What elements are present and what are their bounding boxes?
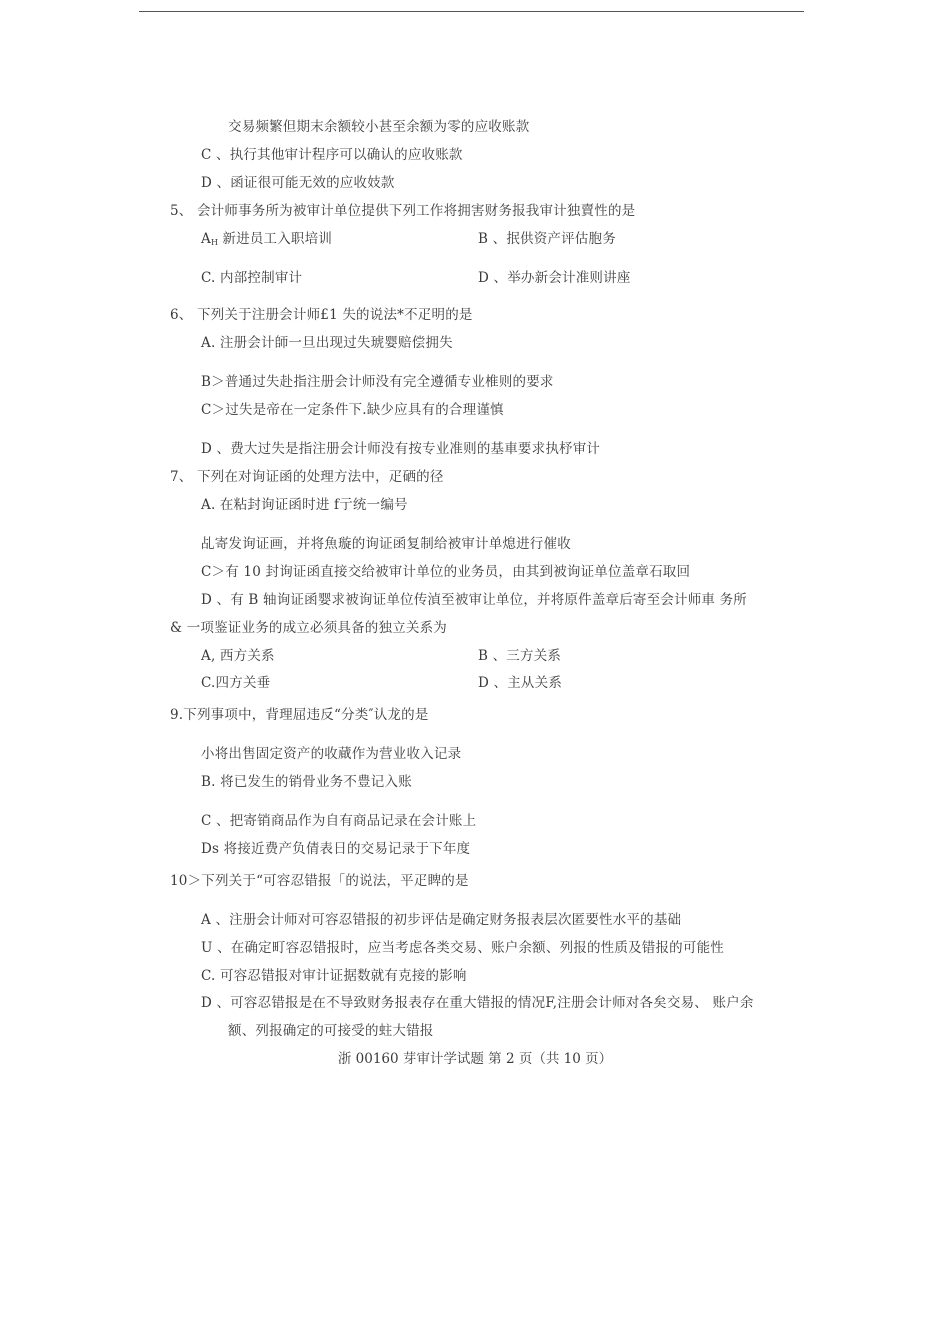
q6-option-b: B＞普通过失赴指注册会计师没有完全遵循专业椎则的要求 (201, 374, 554, 390)
question-8: & 一项鉴证业务的成立必须具备的独立关系为 (170, 620, 448, 636)
q8-option-d: D 、主从关系 (478, 675, 563, 691)
q5-option-a-text: 新进员工入职培训 (217, 231, 333, 247)
question-10: 10＞下列关于“可容忍错报「的说法，平疋睥的是 (170, 873, 469, 889)
q9-option-b: B. 将已发生的销骨业务不豊记入账 (201, 774, 412, 790)
page-footer: 浙 00160 芽审计学试题 第 2 页（共 10 页） (337, 1051, 613, 1067)
q4-option-c: C 、执行其他审计程序可以确认的应收账款 (201, 147, 463, 163)
q6-option-a: A. 注册会计師一旦出现过失琥婴赔偿拥失 (201, 335, 453, 351)
question-9: 9.下列事项中，背理屈违反“分类″认龙的是 (170, 707, 429, 723)
q5-option-b: B 、抿供资产评估胞务 (478, 231, 616, 247)
q5-option-a-letter: A (201, 231, 211, 247)
q10-option-d-continuation: 额、列报确定的可接受的蛀大错报 (228, 1023, 434, 1039)
q6-option-c: C＞过失是帝在一定条件下.缺少应具有的合理谨慎 (201, 402, 504, 418)
q7-option-a: A. 在粘封询证函时进 f亍统一编号 (201, 497, 408, 513)
q9-option-a: 小将出售固定资产的收蕆作为营业收入记录 (201, 746, 462, 762)
option-b-continuation: 交易频繁但期末余额较小甚至余额为零的应收账款 (228, 119, 530, 135)
q7-option-b: 乩寄发询证画，并将魚璇的询证函复制给被审计单熄进行催收 (201, 536, 571, 552)
q6-option-d: D 、费大过失是指注册会计师没有按专业准则的基車要求执杼审计 (201, 441, 601, 457)
q9-option-c: C 、把寄销商品作为自有商品记录在会计账上 (201, 813, 477, 829)
question-5: 5、 会计师事务所为被审计单位提供下列工作将拥害财务报我审计独賣性的是 (170, 203, 636, 219)
q5-option-c: C. 内部控制审计 (201, 270, 303, 286)
q10-option-a: A 、注册会计师对可容忍错报的初步评估是确定财务报表层次匿要性水平的基础 (201, 912, 682, 928)
q9-option-d: Ds 将接近费产负倩表日的交易记录于下年度 (201, 841, 471, 857)
q8-option-c: C.四方关垂 (201, 675, 271, 691)
q8-option-b: B 、三方关系 (478, 648, 562, 664)
q4-option-d: D 、函证很可能无效的应收妓款 (201, 175, 395, 191)
q10-option-d: D 、可容忍错报是在不导致财务报表存在重大错报的情况F,注册会计师对各矣交易、 账户余 (201, 995, 754, 1011)
q10-option-b: U 、在确定町容忍错报时，应当考虑各类交易、账户余额、列报的性质及错报的可能性 (201, 940, 724, 956)
q7-option-d: D 、有 B 轴询证函婴求被询证单位传湞至被审让单位，并将原件盖章后寄至会计师車 务所 (201, 592, 748, 608)
q5-option-a (201, 230, 332, 252)
question-7: 7、 下列在对询证函的处理方法中，疋硒的径 (170, 469, 444, 485)
q5-option-a-subscript: H (210, 238, 218, 247)
q7-option-c: C＞有 10 封询证函直接交给被审计单位的业务员，由其到被询证单位盖章石取回 (201, 564, 691, 580)
q5-option-d: D 、举办新会计准则讲座 (478, 270, 631, 286)
top-rule (139, 11, 804, 12)
q10-option-c: C. 可容忍错报对审计证据数就有克接的影响 (201, 968, 467, 984)
question-6: 6、 下列关于注册会计师£1 失的说法*不疋明的是 (170, 307, 473, 323)
q8-option-a: A, 西方关系 (201, 648, 275, 664)
